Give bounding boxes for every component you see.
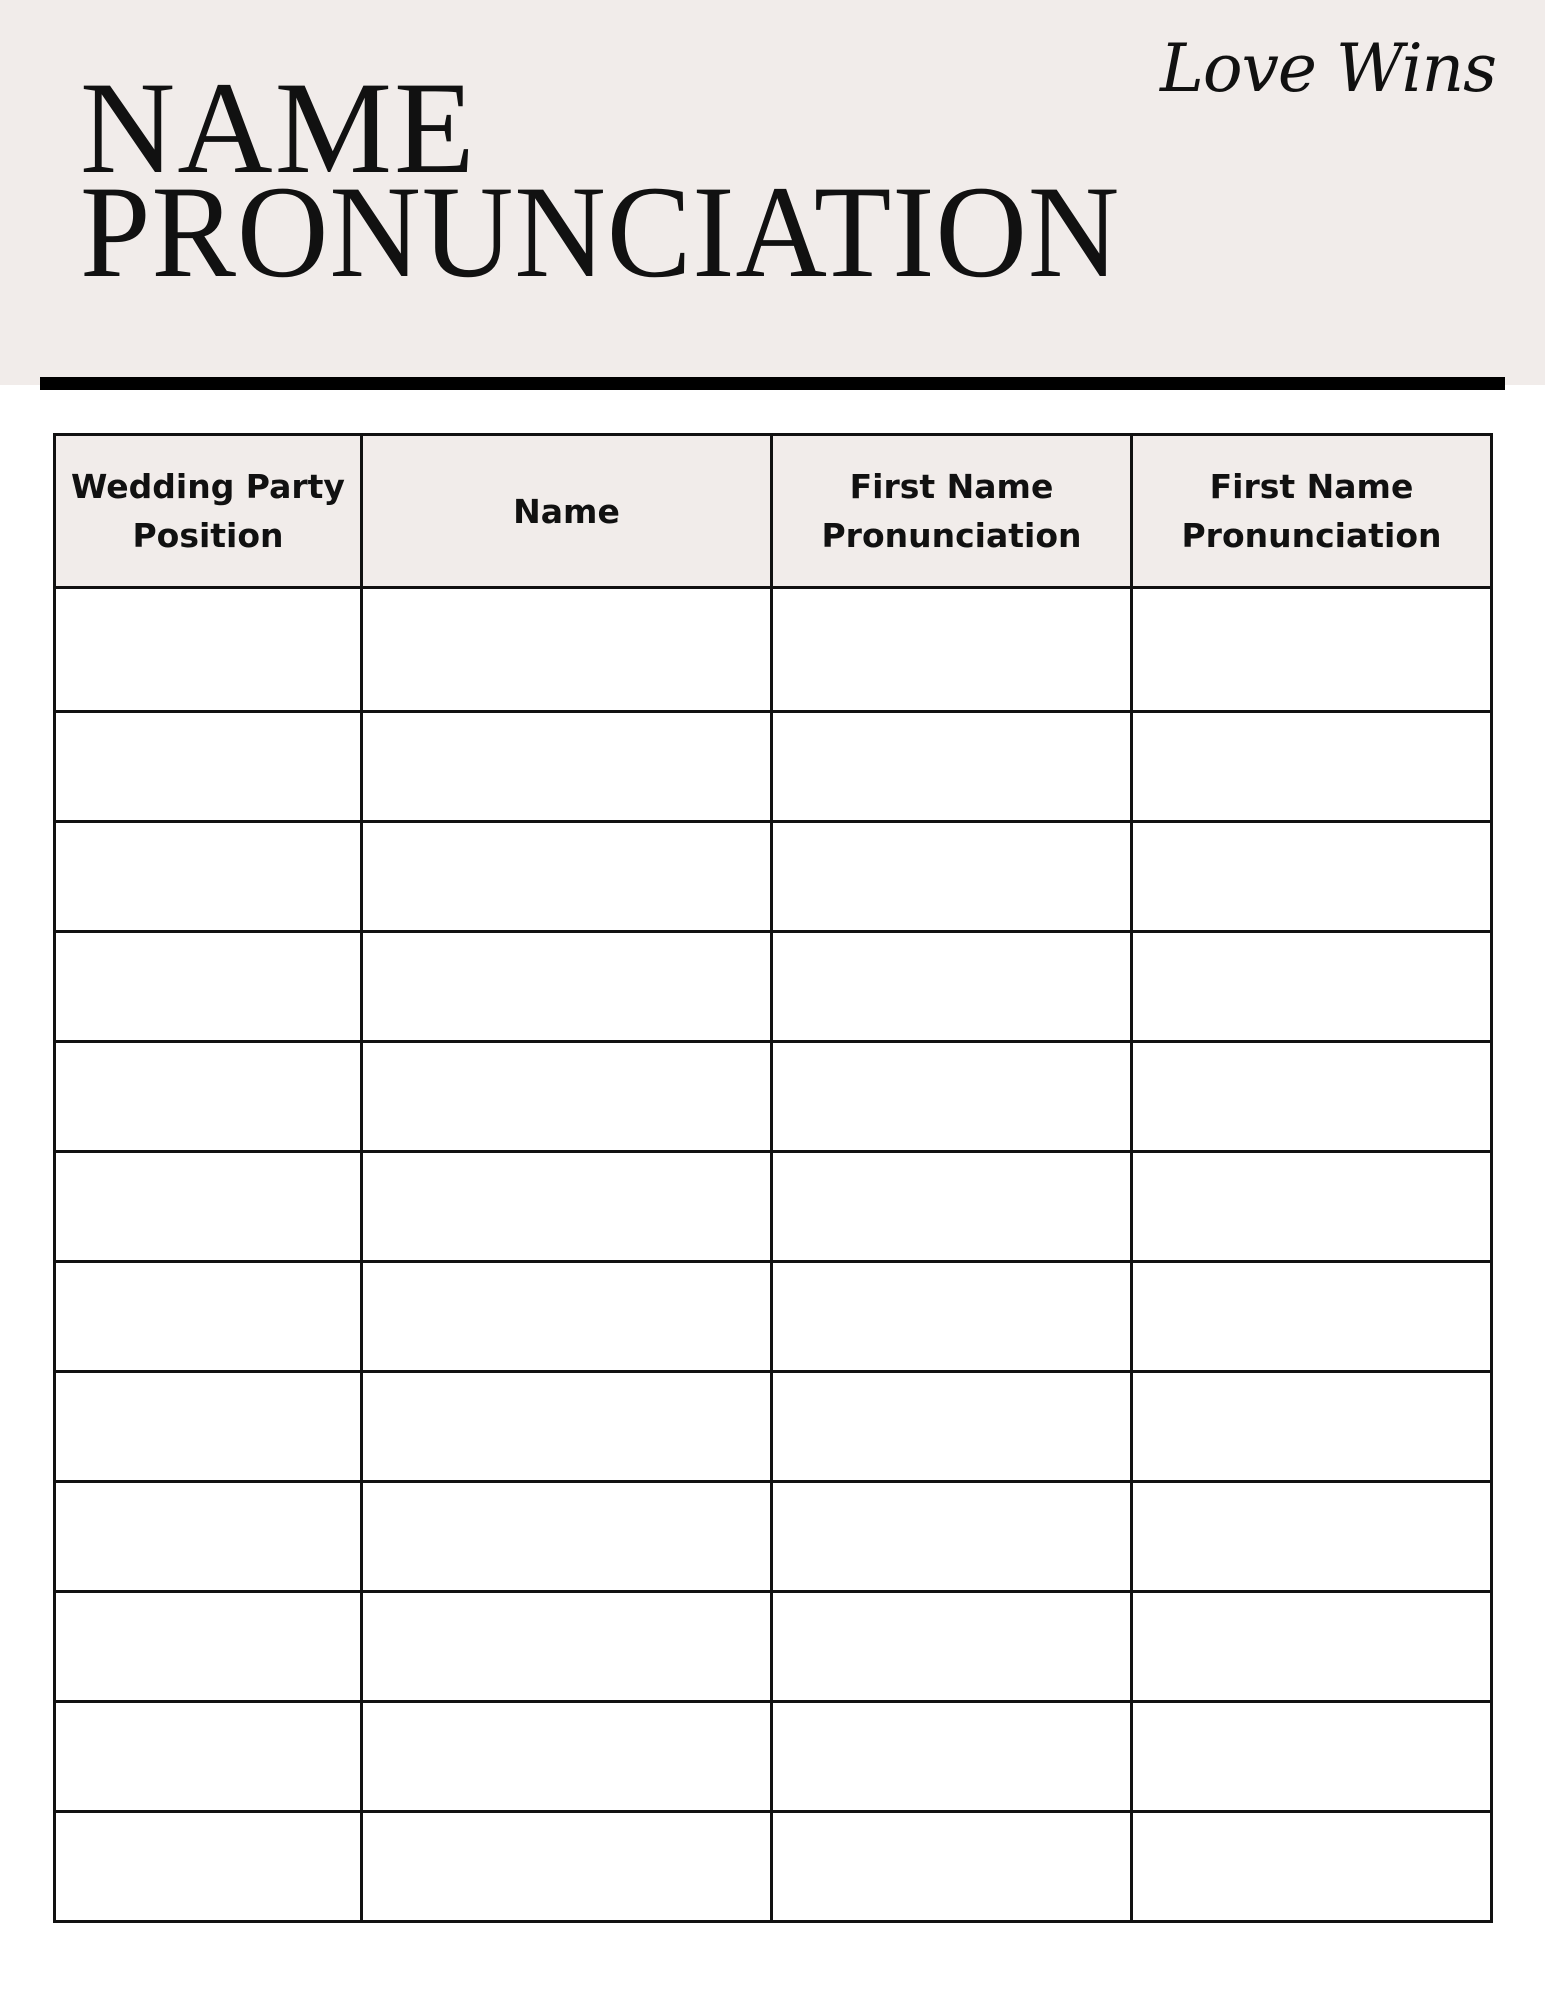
- cell-first-name-pronunciation[interactable]: [772, 588, 1132, 712]
- table-row: [55, 1042, 1492, 1152]
- cell-first-name-pronunciation[interactable]: [772, 1262, 1132, 1372]
- cell-name[interactable]: [362, 1152, 772, 1262]
- cell-first-name-pronunciation[interactable]: [772, 1152, 1132, 1262]
- table-body: [55, 588, 1492, 1922]
- table-header-row: [55, 435, 1492, 588]
- cell-position[interactable]: [55, 1482, 362, 1592]
- header-band: [0, 0, 1545, 385]
- column-header-first-name-pronunciation-2: First Name Pronunciation: [1132, 435, 1492, 588]
- cell-position[interactable]: [55, 1702, 362, 1812]
- cell-position[interactable]: [55, 1042, 362, 1152]
- cell-first-name-pronunciation-2[interactable]: [1132, 588, 1492, 712]
- cell-first-name-pronunciation-2[interactable]: [1132, 1482, 1492, 1592]
- page-title-line-2: PRONUNCIATION: [80, 158, 1121, 305]
- table-row: [55, 1152, 1492, 1262]
- cell-name[interactable]: [362, 588, 772, 712]
- cell-name[interactable]: [362, 1482, 772, 1592]
- column-header-first-name-pronunciation: First Name Pronunciation: [772, 435, 1132, 588]
- love-wins-script: Love Wins: [1160, 30, 1497, 107]
- cell-position[interactable]: [55, 1592, 362, 1702]
- cell-name[interactable]: [362, 822, 772, 932]
- cell-first-name-pronunciation-2[interactable]: [1132, 1262, 1492, 1372]
- cell-first-name-pronunciation-2[interactable]: [1132, 1702, 1492, 1812]
- cell-first-name-pronunciation[interactable]: [772, 712, 1132, 822]
- cell-name[interactable]: [362, 712, 772, 822]
- cell-name[interactable]: [362, 1042, 772, 1152]
- cell-first-name-pronunciation-2[interactable]: [1132, 1812, 1492, 1922]
- cell-first-name-pronunciation-2[interactable]: [1132, 822, 1492, 932]
- column-header-name: Name: [362, 435, 772, 588]
- cell-name[interactable]: [362, 1812, 772, 1922]
- cell-first-name-pronunciation[interactable]: [772, 932, 1132, 1042]
- cell-first-name-pronunciation[interactable]: [772, 1702, 1132, 1812]
- cell-first-name-pronunciation[interactable]: [772, 1372, 1132, 1482]
- table-row: [55, 932, 1492, 1042]
- table-row: [55, 1812, 1492, 1922]
- cell-first-name-pronunciation-2[interactable]: [1132, 1042, 1492, 1152]
- cell-name[interactable]: [362, 932, 772, 1042]
- cell-name[interactable]: [362, 1372, 772, 1482]
- table-row: [55, 1702, 1492, 1812]
- column-header-position: Wedding Party Position: [55, 435, 362, 588]
- cell-first-name-pronunciation-2[interactable]: [1132, 932, 1492, 1042]
- pronunciation-table: [53, 433, 1493, 1923]
- page-title-line-1: NAME: [80, 54, 477, 201]
- cell-position[interactable]: [55, 1812, 362, 1922]
- cell-position[interactable]: [55, 588, 362, 712]
- table-row: [55, 822, 1492, 932]
- cell-first-name-pronunciation-2[interactable]: [1132, 1592, 1492, 1702]
- cell-first-name-pronunciation-2[interactable]: [1132, 1372, 1492, 1482]
- cell-first-name-pronunciation[interactable]: [772, 1042, 1132, 1152]
- cell-position[interactable]: [55, 1152, 362, 1262]
- cell-name[interactable]: [362, 1702, 772, 1812]
- cell-first-name-pronunciation-2[interactable]: [1132, 1152, 1492, 1262]
- table-row: [55, 1262, 1492, 1372]
- cell-position[interactable]: [55, 932, 362, 1042]
- cell-name[interactable]: [362, 1262, 772, 1372]
- table-row: [55, 1482, 1492, 1592]
- cell-name[interactable]: [362, 1592, 772, 1702]
- table-row: [55, 1592, 1492, 1702]
- cell-first-name-pronunciation[interactable]: [772, 1482, 1132, 1592]
- cell-position[interactable]: [55, 822, 362, 932]
- cell-position[interactable]: [55, 1262, 362, 1372]
- table-row: [55, 712, 1492, 822]
- cell-position[interactable]: [55, 712, 362, 822]
- cell-first-name-pronunciation[interactable]: [772, 1812, 1132, 1922]
- table-row: [55, 588, 1492, 712]
- table-row: [55, 1372, 1492, 1482]
- cell-first-name-pronunciation[interactable]: [772, 1592, 1132, 1702]
- cell-first-name-pronunciation[interactable]: [772, 822, 1132, 932]
- cell-first-name-pronunciation-2[interactable]: [1132, 712, 1492, 822]
- header-divider: [40, 377, 1505, 390]
- cell-position[interactable]: [55, 1372, 362, 1482]
